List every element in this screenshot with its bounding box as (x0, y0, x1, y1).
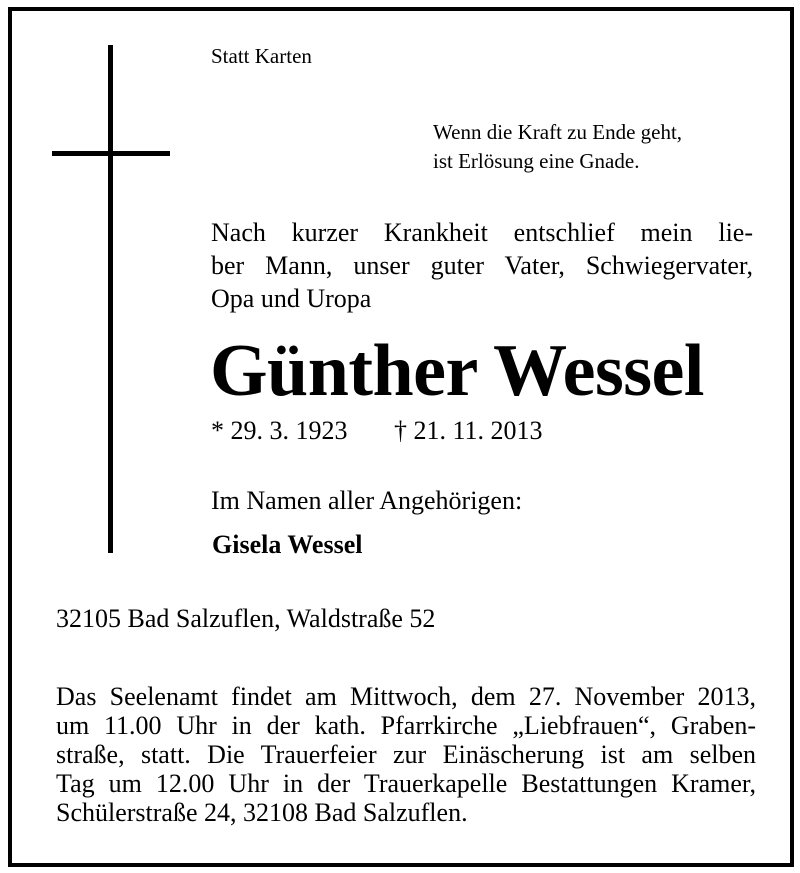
motto (433, 118, 682, 176)
intro-line: ber Mann, unser guter Vater, Schwiegervater, (211, 251, 753, 280)
birth-date: * 29. 3. 1923 (211, 416, 348, 445)
notice-line: Das Seelenamt findet am Mittwoch, dem 27. November 2013, (56, 682, 756, 711)
cross-vertical-bar (108, 45, 113, 553)
motto-line: ist Erlösung eine Gnade. (433, 149, 640, 173)
intro-line: Opa und Uropa (211, 284, 372, 313)
address: 32105 Bad Salzuflen, Waldstraße 52 (56, 604, 436, 633)
cross-horizontal-bar (52, 151, 170, 156)
notice-line: Tag um 12.00 Uhr in der Trauerkapelle Bestattungen Kramer, (56, 769, 756, 798)
notice-line: Schülerstraße 24, 32108 Bad Salzuflen. (56, 798, 468, 827)
notice-line: um 11.00 Uhr in der kath. Pfarrkirche „Liebfrauen“, Graben- (56, 711, 756, 740)
signature: Gisela Wessel (212, 530, 363, 559)
intro-line: Nach kurzer Krankheit entschlief mein lie- (211, 218, 753, 247)
family-intro: Im Namen aller Angehörigen: (211, 486, 523, 515)
service-notice (56, 682, 756, 827)
notice-line: straße, statt. Die Trauerfeier zur Einäscherung ist am selben (56, 740, 756, 769)
deceased-name: Günther Wessel (210, 330, 704, 412)
statt-karten-label: Statt Karten (211, 44, 312, 68)
death-date: † 21. 11. 2013 (394, 416, 543, 445)
intro-text (211, 216, 753, 315)
motto-line: Wenn die Kraft zu Ende geht, (433, 120, 683, 144)
